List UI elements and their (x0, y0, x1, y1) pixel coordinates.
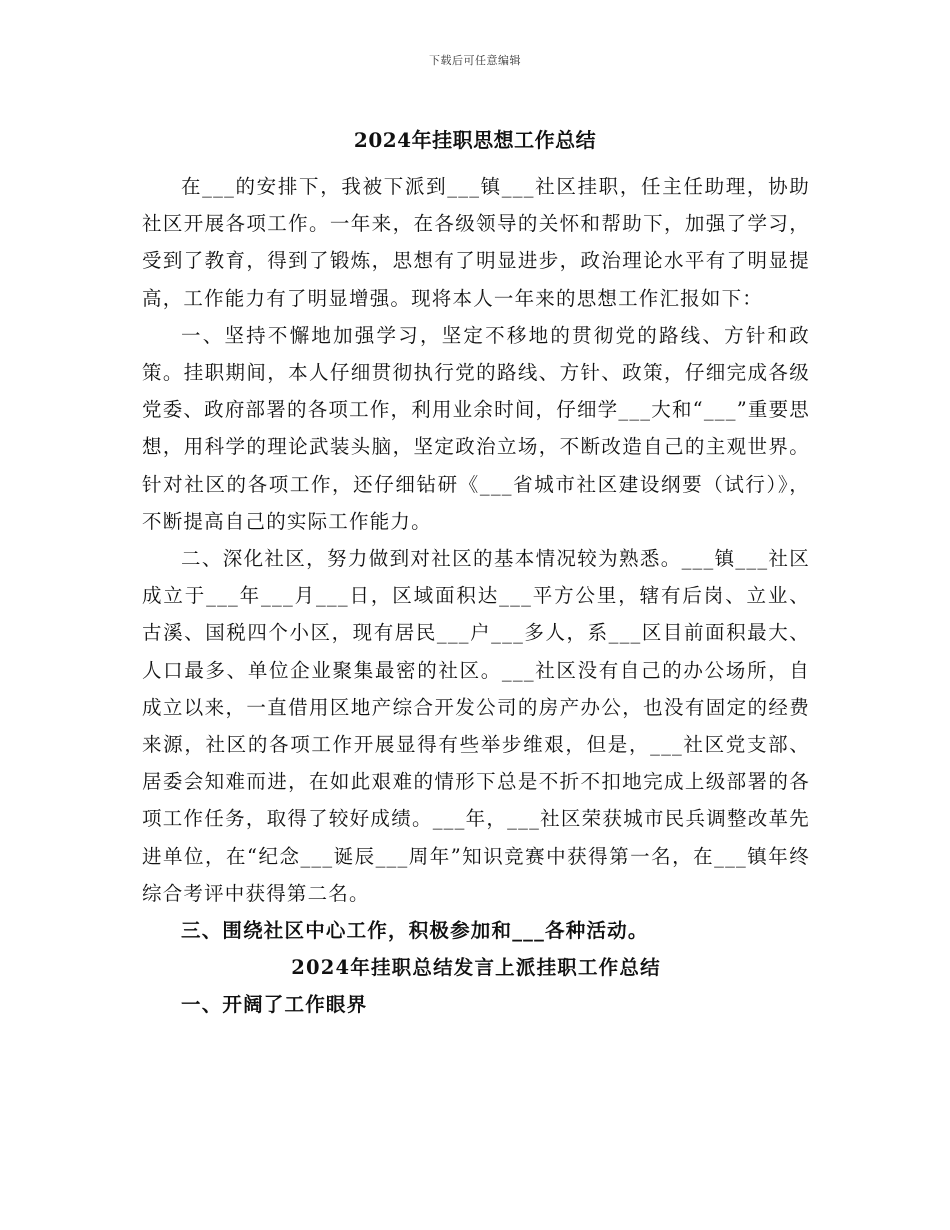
paragraph-section-1: 一、坚持不懈地加强学习，坚定不移地的贯彻党的路线、方针和政策。挂职期间，本人仔细贯彻执行党的路线、方针、政策，仔细完成各级党委、政府部署的各项工作，利用业余时间，仔细学___大和“___”重要思想，用科学的理论武装头脑，坚定政治立场，不断改造自己的主观世界。针对社区的各项工作，还仔细钻研《___省城市社区建设纲要（试行）》，不断提高自己的实际工作能力。 (142, 323, 810, 533)
section-heading-1b: 一、开阔了工作眼界 (181, 993, 368, 1017)
paragraph-intro: 在___的安排下，我被下派到___镇___社区挂职，任主任助理，协助社区开展各项工作。一年来，在各级领导的关怀和帮助下，加强了学习，受到了教育，得到了锻炼，思想有了明显进步，政治理论水平有了明显提高，工作能力有了明显增强。现将本人一年来的思想工作汇报如下： (142, 175, 810, 310)
header-note: 下载后可任意编辑 (429, 54, 521, 67)
paragraph-section-2: 二、深化社区，努力做到对社区的基本情况较为熟悉。___镇___社区成立于___年___月___日，区域面积达___平方公里，辖有后岗、立业、古溪、国税四个小区，现有居民___户___多人，系___区目前面积最大、人口最多、单位企业聚集最密的社区。___社区没有自己的办公场所，自成立以来，一直借用区地产综合开发公司的房产办公，也没有固定的经费来源，社区的各项工作开展显得有些举步维艰，但是，___社区党支部、居委会知难而进，在如此艰难的情形下总是不折不扣地完成上级部署的各项工作任务，取得了较好成绩。___年，___社区荣获城市民兵调整改革先进单位，在“纪念___诞辰___周年”知识竞赛中获得第一名，在___镇年终综合考评中获得第二名。 (142, 547, 810, 905)
section-heading-3: 三、围绕社区中心工作，积极参加和___各种活动。 (181, 919, 649, 943)
subtitle-heading: 2024年挂职总结发言上派挂职工作总结 (291, 956, 661, 980)
document-body (142, 168, 810, 1024)
document-title: 2024年挂职思想工作总结 (353, 128, 597, 152)
